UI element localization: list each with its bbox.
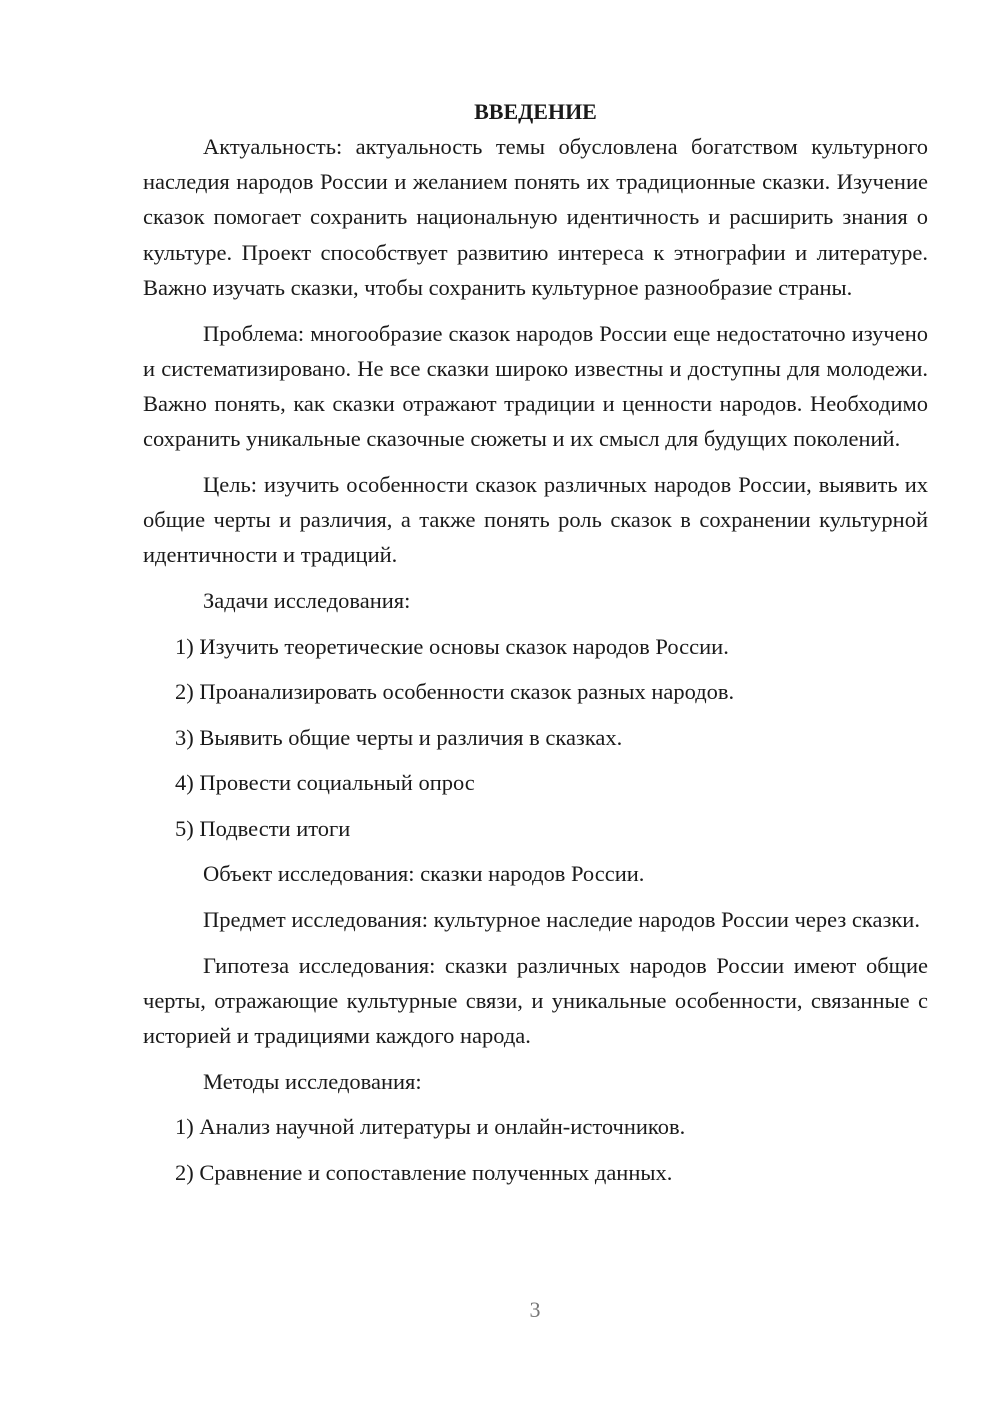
list-item: 1) Изучить теоретические основы сказок народов России. [175,633,729,659]
object-paragraph: Объект исследования: сказки народов России. [203,861,645,887]
subject-paragraph: Предмет исследования: культурное наследие народов России через сказки. [203,906,920,932]
page-number: 3 [529,1297,541,1322]
relevance-paragraph: Актуальность: актуальность темы обусловлена богатством культурного наследия народов России и желанием понять их традиционные сказки. Изучение сказок помогает сохранить национальную идентичность и расширить знания о культуре. Проект способствует развитию интереса к этнографии и литературе. Важно изучать сказки, чтобы сохранить культурное разнообразие страны. [143,134,928,300]
section-heading: ВВЕДЕНИЕ [474,99,597,124]
list-item: 2) Сравнение и сопоставление полученных данных. [175,1159,673,1185]
hypothesis-paragraph: Гипотеза исследования: сказки различных народов России имеют общие черты, отражающие культурные связи, и уникальные особенности, связанные с историей и традициями каждого народа. [143,952,928,1048]
list-item: 5) Подвести итоги [175,815,351,841]
list-item: 2) Проанализировать особенности сказок разных народов. [175,679,735,705]
document-page [143,95,928,1200]
problem-paragraph: Проблема: многообразие сказок народов России еще недостаточно изучено и систематизировано. Не все сказки широко известны и доступны для молодежи. Важно понять, как сказки отражают традиции и ценности народов. Необходимо сохранить уникальные сказочные сюжеты и их смысл для будущих поколений. [143,320,928,452]
goal-paragraph: Цель: изучить особенности сказок различных народов России, выявить их общие черты и различия, а также понять роль сказок в сохранении культурной идентичности и традиций. [143,471,928,568]
tasks-title: Задачи исследования: [203,587,411,613]
list-item: 3) Выявить общие черты и различия в сказках. [175,724,623,750]
list-item: 4) Провести социальный опрос [175,770,475,796]
list-item: 1) Анализ научной литературы и онлайн-источников. [175,1114,686,1140]
tasks-list [143,629,928,846]
methods-list [143,1109,928,1190]
methods-title: Методы исследования: [203,1068,422,1094]
